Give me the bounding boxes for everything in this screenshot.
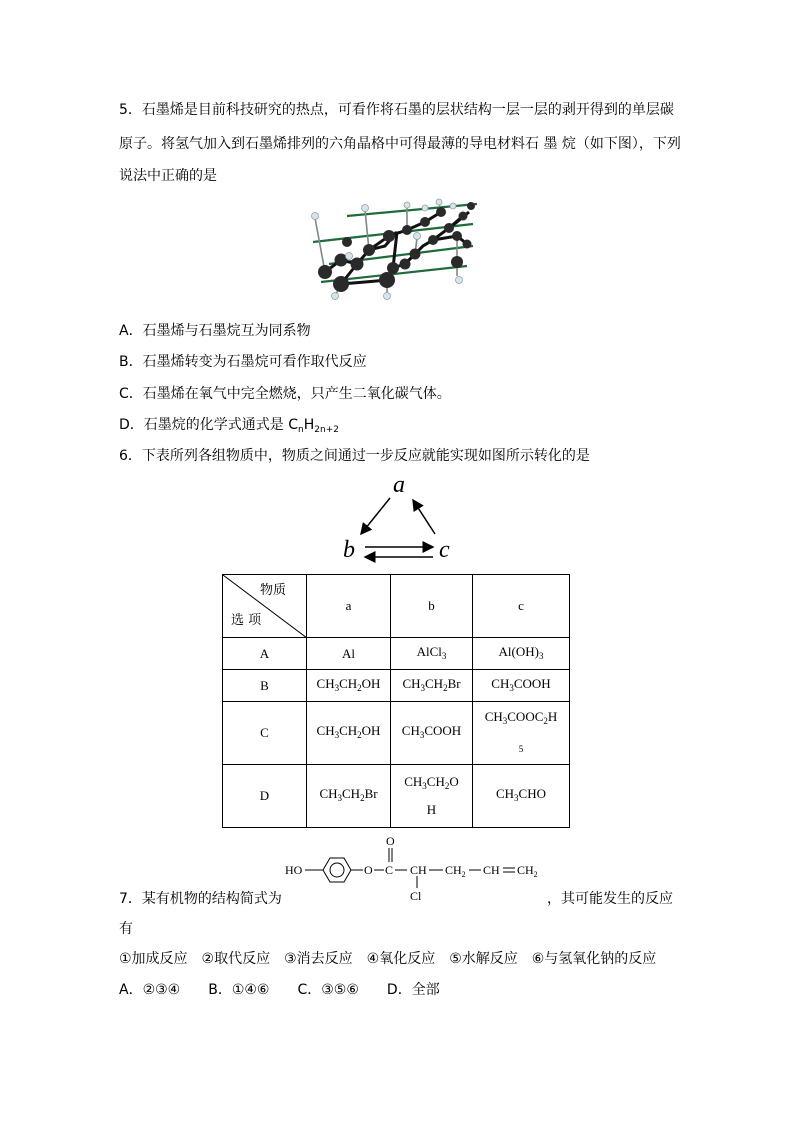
q7-stem-prefix: 7．某有机物的结构简式为 <box>119 891 282 907</box>
carbonyl-c-label: C <box>385 863 394 877</box>
cl-label: Cl <box>410 889 422 903</box>
table-row <box>223 702 570 765</box>
cell-a: Al <box>307 638 391 670</box>
cell-c: $CH_3COOH$ <box>473 670 570 702</box>
row-label: D <box>223 765 307 828</box>
q7-stem-line2: 有 <box>119 921 133 937</box>
table-row <box>223 638 570 670</box>
q5-option-d: D．石墨烷的化学式通式是 $C_nH_{2n+2}$ <box>119 417 339 435</box>
node-a: a <box>393 472 405 498</box>
table-row <box>223 765 570 828</box>
q7-choices: A．②③④ B．①④⑥ C．③⑤⑥ D．全部 <box>119 982 440 998</box>
header-substance: 物质 <box>259 583 286 598</box>
terminal-ch2-label: $CH_2$ <box>517 863 538 879</box>
cell-a: $CH_3CH_2Br$ <box>307 765 391 828</box>
row-label: C <box>223 702 307 765</box>
row-label: B <box>223 670 307 702</box>
cell-b: AlCl$_3$ <box>391 638 473 670</box>
carbonyl-o-label: O <box>386 834 395 848</box>
header-col-a: a <box>307 575 391 638</box>
header-col-b: b <box>391 575 473 638</box>
table-header-row <box>223 575 570 638</box>
ho-label: HO <box>285 863 303 877</box>
ester-o-label: O <box>364 863 373 877</box>
organic-structure-formula <box>283 832 549 906</box>
ch2-label: $CH_2$ <box>445 863 466 879</box>
header-col-c: c <box>473 575 570 638</box>
q5-stem-line1: 5．石墨烯是目前科技研究的热点，可看作将石墨的层状结构一层一层的剥开得到的单层碳 <box>119 102 674 118</box>
q5-option-b: B．石墨烯转变为石墨烷可看作取代反应 <box>119 354 367 370</box>
q7-stem-suffix: ，其可能发生的反应 <box>547 891 673 907</box>
diagonal-header-cell <box>223 575 307 638</box>
cell-b: $CH_3COOH$ <box>391 702 473 765</box>
options-table <box>222 574 570 828</box>
row-label: A <box>223 638 307 670</box>
node-c: c <box>439 537 450 563</box>
node-b: b <box>343 537 355 563</box>
cell-b: $CH_3CH_2O$ H <box>391 765 473 828</box>
vinyl-ch-label: CH <box>483 863 500 877</box>
chcl-label: CH <box>410 863 427 877</box>
q5-option-a: A．石墨烯与石墨烷互为同系物 <box>119 323 311 339</box>
cell-a: $CH_3CH_2OH$ <box>307 702 391 765</box>
table-row <box>223 670 570 702</box>
graphane-structure-image <box>307 198 479 302</box>
q5-option-c: C．石墨烯在氧气中完全燃烧，只产生二氧化碳气体。 <box>119 386 451 402</box>
cell-c: $CH_3COOC_2H$ $_5$ <box>473 702 570 765</box>
cell-c: $Al(OH)_3$ <box>473 638 570 670</box>
cell-c: $CH_3CHO$ <box>473 765 570 828</box>
header-option: 选 项 <box>231 613 262 628</box>
cell-b: $CH_3CH_2Br$ <box>391 670 473 702</box>
q5-stem-line2: 原子。将氢气加入到石墨烯排列的六角晶格中可得最薄的导电材料石 墨 烷（如下图），下列 <box>119 136 681 152</box>
q6-stem: 6．下表所列各组物质中，物质之间通过一步反应就能实现如图所示转化的是 <box>119 448 590 464</box>
q7-reactions: ①加成反应 ②取代反应 ③消去反应 ④氧化反应 ⑤水解反应 ⑥与氢氧化钠的反应 <box>119 951 657 967</box>
abc-cycle-diagram <box>335 470 465 568</box>
q5-stem-line3: 说法中正确的是 <box>119 168 217 184</box>
cell-a: $CH_3CH_2OH$ <box>307 670 391 702</box>
